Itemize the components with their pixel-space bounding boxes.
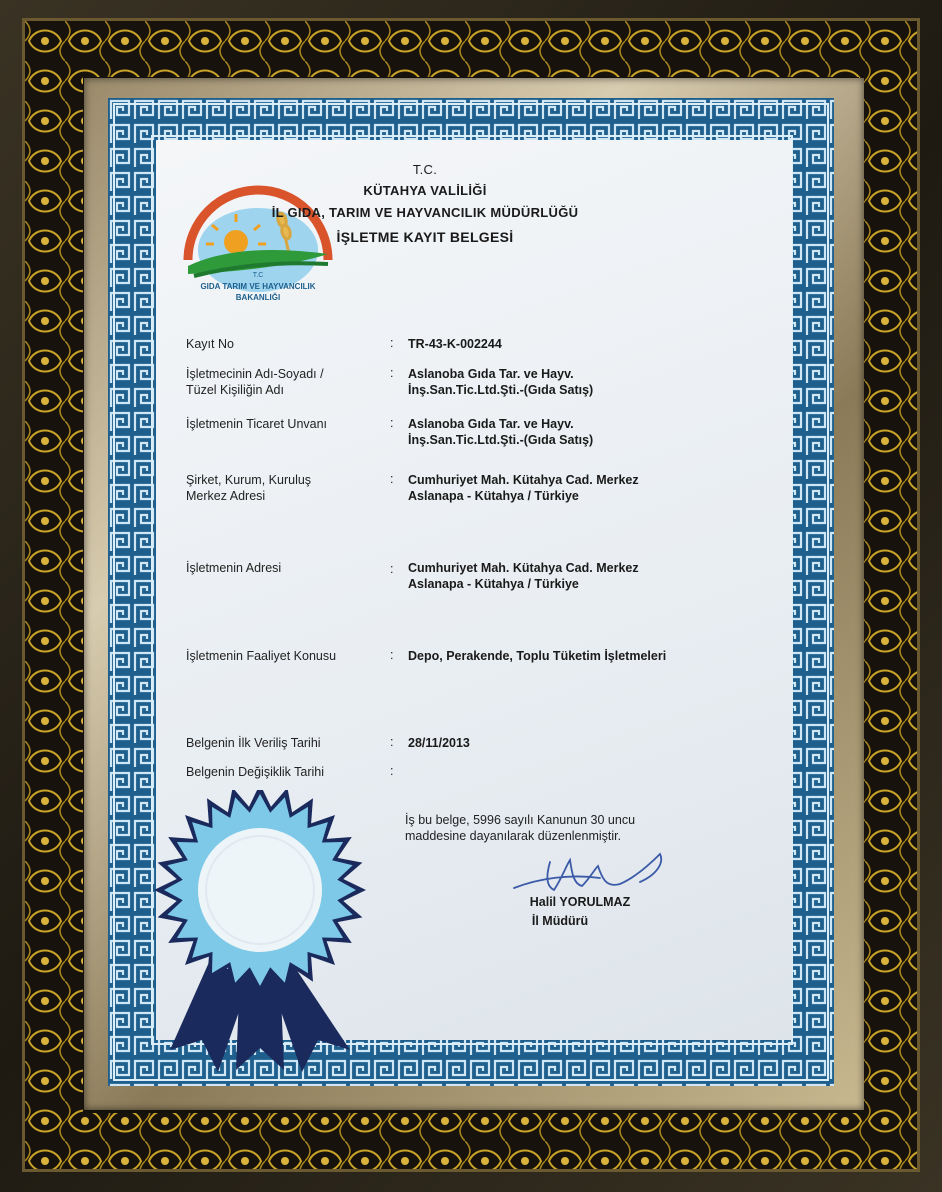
logo-text-ministry: GIDA TARIM VE HAYVANCILIK	[200, 282, 316, 291]
field-colon: :	[390, 764, 394, 778]
field-label-isletmeci: İşletmecinin Adı-Soyadı / Tüzel Kişiliğin Adı	[186, 367, 324, 397]
field-label-ticaret-unvani: İşletmenin Ticaret Unvanı	[186, 417, 328, 431]
field-value-kayit-no: TR-43-K-002244	[408, 337, 502, 351]
field-label-faaliyet-konusu: İşletmenin Faaliyet Konusu	[186, 649, 337, 663]
field-colon: :	[390, 366, 394, 380]
field-value-faaliyet-konusu: Depo, Perakende, Toplu Tüketim İşletmeleri	[408, 649, 667, 663]
field-value-isletme-adresi: Cumhuriyet Mah. Kütahya Cad. Merkez Aslanapa - Kütahya / Türkiye	[408, 561, 639, 591]
signatory-title: İl Müdürü	[531, 914, 589, 928]
field-value-isletmeci: Aslanoba Gıda Tar. ve Hayv. İnş.San.Tic.Ltd.Şti.-(Gıda Satış)	[408, 367, 594, 397]
legal-note: İş bu belge, 5996 sayılı Kanunun 30 uncu maddesine dayanılarak düzenlenmiştir.	[405, 813, 636, 843]
field-colon: :	[390, 336, 394, 350]
field-value-merkez-adresi: Cumhuriyet Mah. Kütahya Cad. Merkez Aslanapa - Kütahya / Türkiye	[408, 473, 639, 503]
header-mudurluk: İL GIDA, TARIM VE HAYVANCILIK MÜDÜRLÜĞÜ	[271, 205, 579, 220]
signatory-name: Halil YORULMAZ	[529, 895, 631, 909]
field-value-ticaret-unvani: Aslanoba Gıda Tar. ve Hayv. İnş.San.Tic.Ltd.Şti.-(Gıda Satış)	[408, 417, 594, 447]
rosette-seal-icon	[140, 790, 380, 1090]
signature-icon	[510, 848, 680, 898]
field-colon: :	[390, 648, 394, 662]
field-colon: :	[390, 735, 394, 749]
field-colon: :	[390, 472, 394, 486]
field-label-merkez-adresi: Şirket, Kurum, Kuruluş Merkez Adresi	[186, 473, 312, 503]
logo-text-bakanlik: BAKANLIĞI	[235, 293, 281, 302]
field-colon: :	[390, 562, 394, 576]
field-colon: :	[390, 416, 394, 430]
field-label-ilk-verilis: Belgenin İlk Veriliş Tarihi	[186, 736, 321, 750]
header-valilik: KÜTAHYA VALİLİĞİ	[363, 183, 487, 198]
page-title: İŞLETME KAYIT BELGESİ	[336, 229, 514, 245]
field-value-ilk-verilis: 28/11/2013	[408, 736, 470, 750]
header-tc: T.C.	[412, 162, 438, 177]
logo-text-tc: T.C	[252, 272, 264, 279]
field-label-isletme-adresi: İşletmenin Adresi	[186, 561, 282, 575]
field-label-kayit-no: Kayıt No	[186, 337, 234, 351]
field-label-degisiklik: Belgenin Değişiklik Tarihi	[186, 765, 325, 779]
